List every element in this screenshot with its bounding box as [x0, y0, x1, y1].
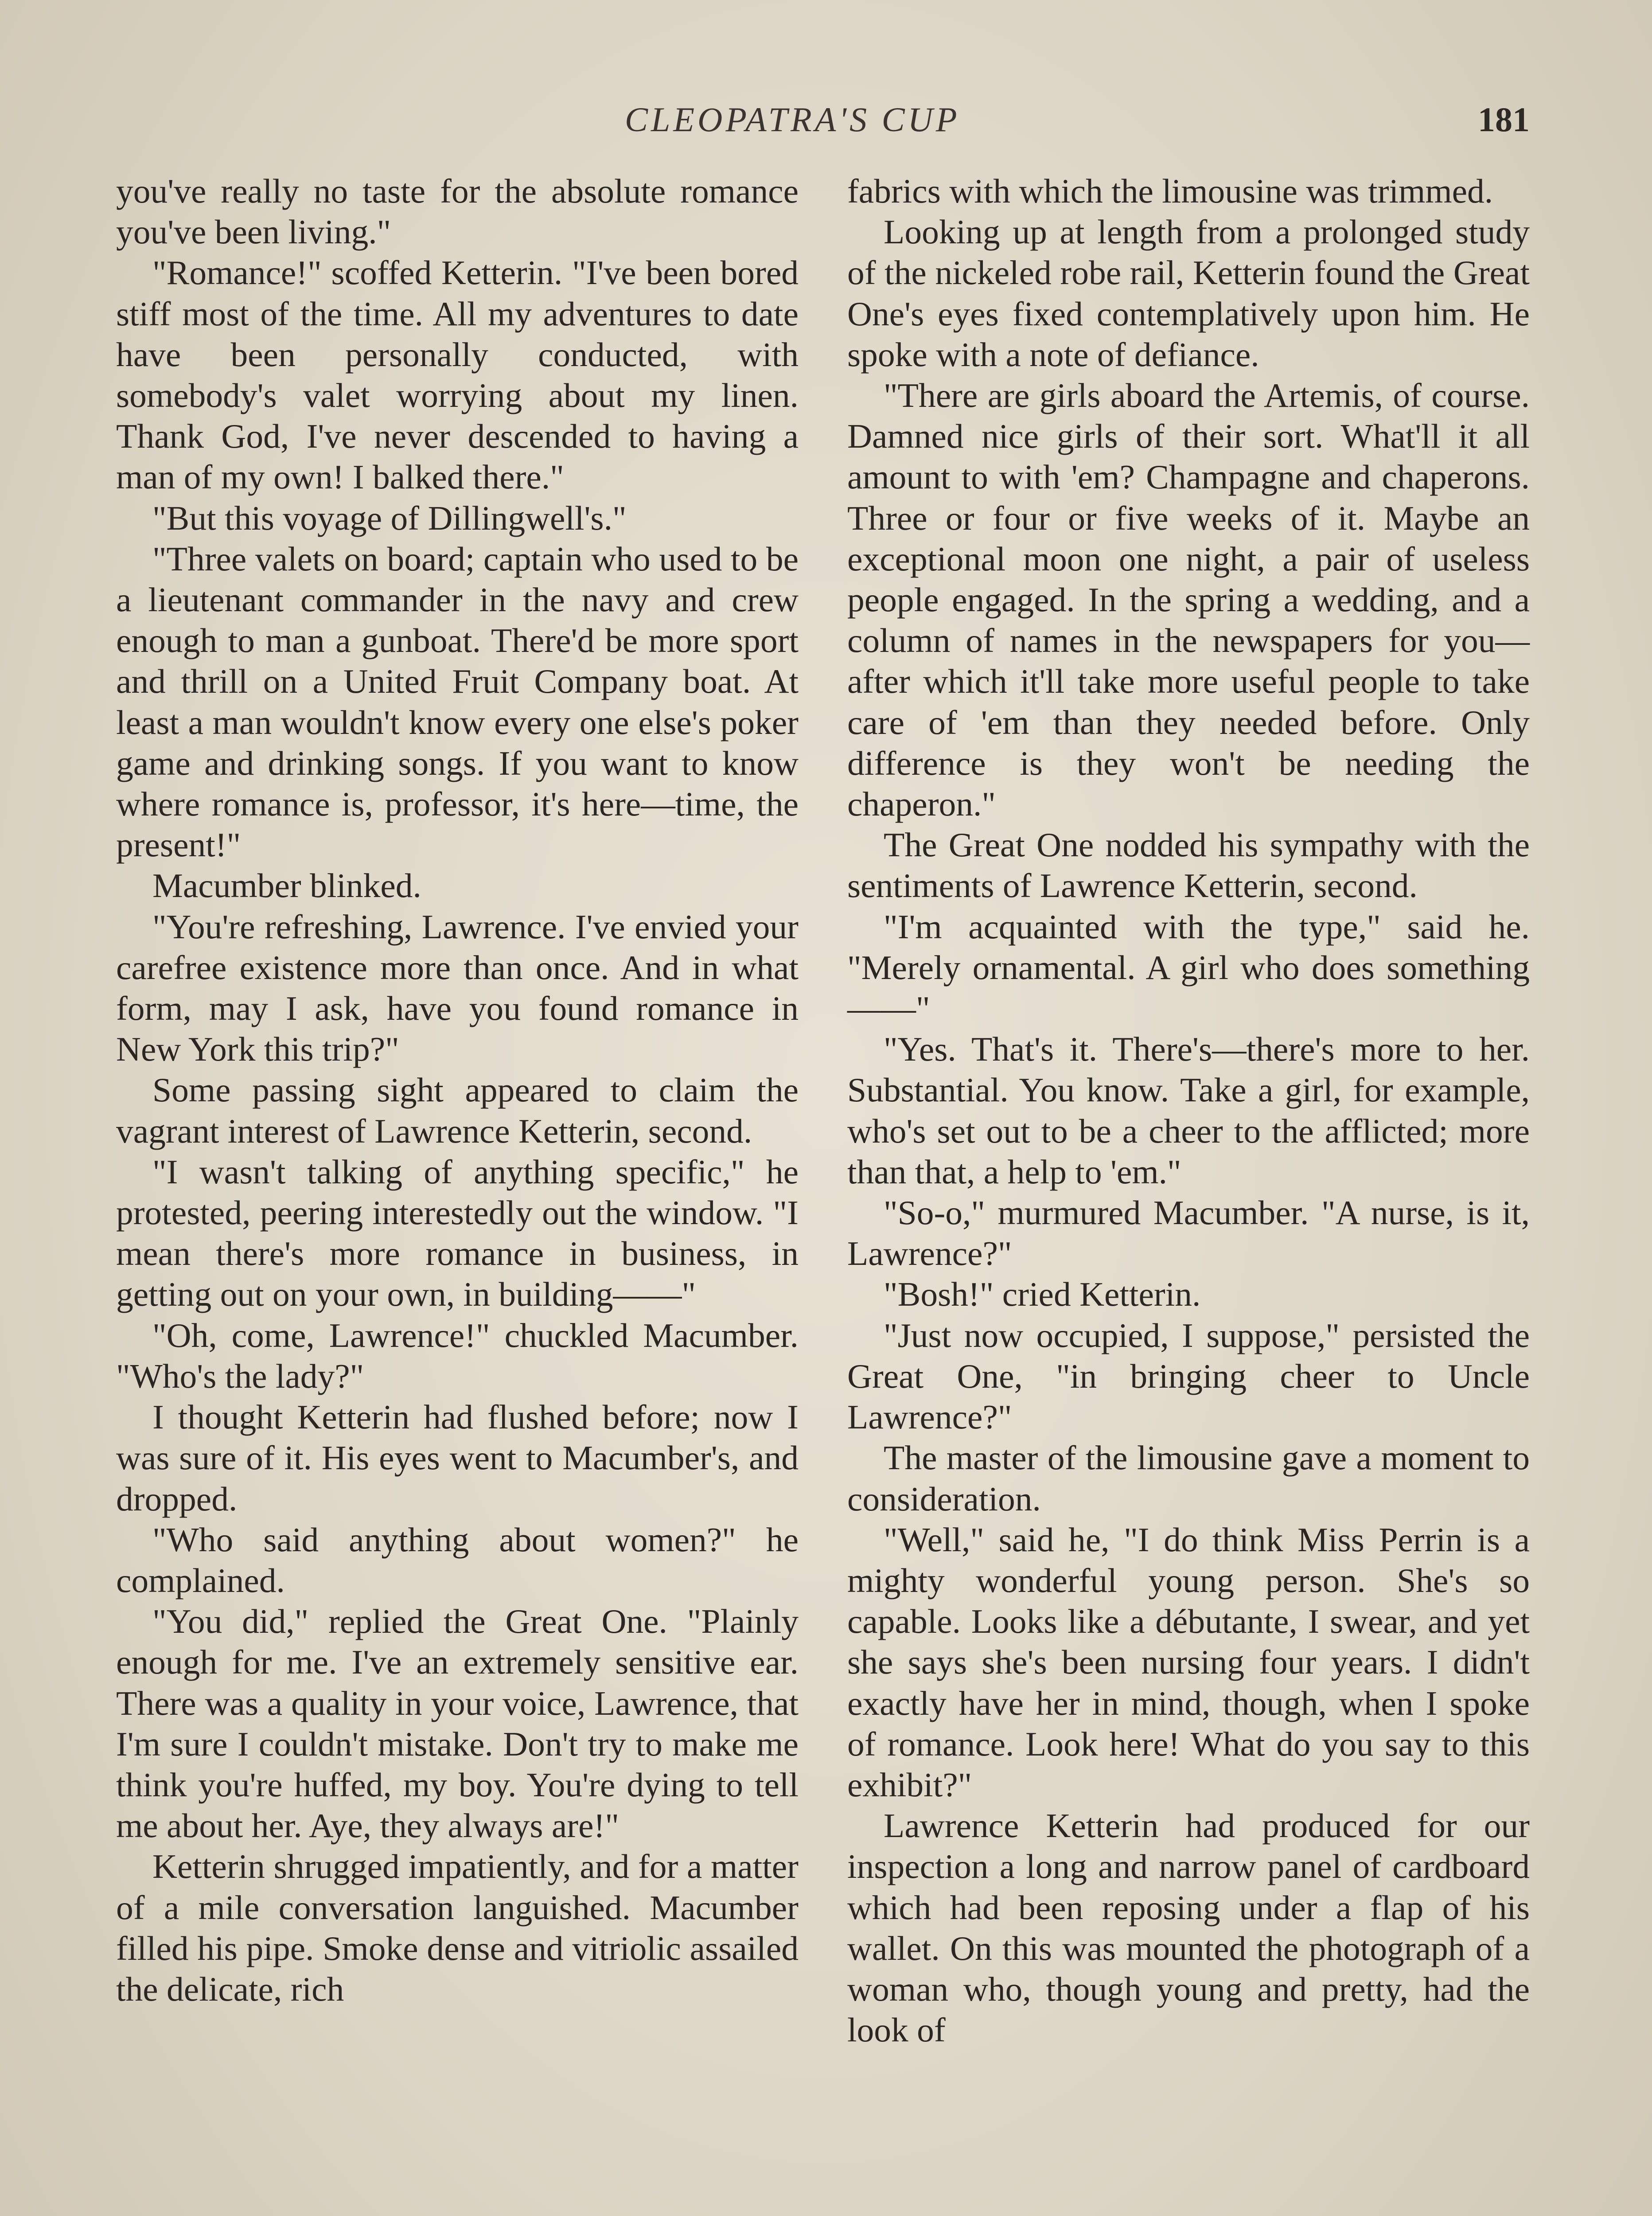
- paragraph: The master of the limousine gave a moment to consideration.: [847, 1439, 1530, 1518]
- right-column: [847, 171, 1530, 2050]
- paragraph: "Romance!" scoffed Ketterin. "I've been bored stiff most of the time. All my adventures to date have been personally conducted, with somebody's valet worrying about my linen. Thank God, I've never descended to having a man of my own! I balked there.": [116, 254, 799, 496]
- paragraph: "Bosh!" cried Ketterin.: [884, 1275, 1201, 1314]
- left-column: [116, 171, 799, 2009]
- page-number: 181: [1478, 100, 1530, 139]
- paragraph: Ketterin shrugged impatiently, and for a matter of a mile conversation languished. Macumber filled his pipe. Smoke dense and vitriolic assailed the delicate, rich: [116, 1847, 799, 2008]
- paragraph: "Well," said he, "I do think Miss Perrin is a mighty wonderful young person. She's so capable. Looks like a débutante, I swear, and yet she says she's been nursing four years. I didn't exactly have her in mind, though, when I spoke of romance. Look here! What do you say to this exhibit?": [847, 1520, 1530, 1804]
- paragraph: "Yes. That's it. There's—there's more to her. Substantial. You know. Take a girl, for example, who's set out to be a cheer to the afflicted; more than that, a help to 'em.": [847, 1030, 1530, 1191]
- paragraph: Some passing sight appeared to claim the vagrant interest of Lawrence Ketterin, second.: [116, 1071, 799, 1150]
- paragraph: "But this voyage of Dillingwell's.": [152, 499, 627, 537]
- paragraph: you've really no taste for the absolute romance you've been living.": [116, 172, 799, 251]
- running-title: CLEOPATRA'S CUP: [625, 100, 960, 139]
- paragraph: fabrics with which the limousine was trimmed.: [847, 172, 1493, 210]
- paragraph: "Oh, come, Lawrence!" chuckled Macumber. "Who's the lady?": [116, 1316, 799, 1395]
- paragraph: "I wasn't talking of anything specific," he protested, peering interestedly out the window. "I mean there's more romance in business, in getting out on your own, in building——": [116, 1152, 799, 1314]
- paragraph: "Who said anything about women?" he complained.: [116, 1520, 799, 1600]
- running-header: [0, 100, 1652, 140]
- paragraph: Macumber blinked.: [152, 866, 421, 905]
- paragraph: "You're refreshing, Lawrence. I've envied your carefree existence more than once. And in what form, may I ask, have you found romance in New York this trip?": [116, 907, 799, 1069]
- paragraph: "Three valets on board; captain who used to be a lieutenant commander in the navy and crew enough to man a gunboat. There'd be more sport and thrill on a United Fruit Company boat. At least a man wouldn't know every one else's poker game and drinking songs. If you want to know where romance is, professor, it's here—time, the present!": [116, 539, 799, 864]
- paragraph: I thought Ketterin had flushed before; now I was sure of it. His eyes went to Macumber's, and dropped.: [116, 1398, 799, 1518]
- paragraph: Lawrence Ketterin had produced for our inspection a long and narrow panel of cardboard which had been reposing under a flap of his wallet. On this was mounted the photograph of a woman who, though young and pretty, had the look of: [847, 1806, 1530, 2049]
- paragraph: "There are girls aboard the Artemis, of course. Damned nice girls of their sort. What'll it all amount to with 'em? Champagne and chaperons. Three or four or five weeks of it. Maybe an exceptional moon one night, a pair of useless people engaged. In the spring a wedding, and a column of names in the newspapers for you—after which it'll take more useful people to take care of 'em than they needed before. Only difference is they won't be needing the chaperon.": [847, 376, 1530, 823]
- paragraph: "Just now occupied, I suppose," persisted the Great One, "in bringing cheer to Uncle Lawrence?": [847, 1316, 1530, 1436]
- paragraph: Looking up at length from a prolonged study of the nickeled robe rail, Ketterin found the Great One's eyes fixed contemplatively upon him. He spoke with a note of defiance.: [847, 213, 1530, 374]
- paragraph: The Great One nodded his sympathy with the sentiments of Lawrence Ketterin, second.: [847, 826, 1530, 905]
- paragraph: "You did," replied the Great One. "Plainly enough for me. I've an extremely sensitive ear. There was a quality in your voice, Lawrence, that I'm sure I couldn't mistake. Don't try to make me think you're huffed, my boy. You're dying to tell me about her. Aye, they always are!": [116, 1602, 799, 1845]
- paragraph: "I'm acquainted with the type," said he. "Merely ornamental. A girl who does something——": [847, 907, 1530, 1028]
- paragraph: "So-o," murmured Macumber. "A nurse, is it, Lawrence?": [847, 1194, 1530, 1273]
